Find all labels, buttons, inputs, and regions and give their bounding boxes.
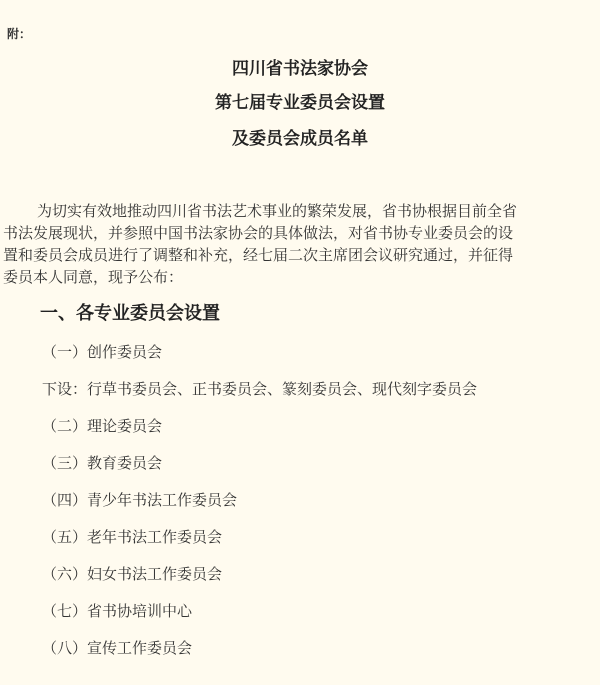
section-heading: 一、各专业委员会设置: [40, 303, 220, 324]
committee-list: [42, 340, 598, 673]
intro-line: 委员本人同意，现予公布：: [3, 268, 184, 286]
list-item: （六）妇女书法工作委员会: [42, 565, 223, 583]
list-item: （五）老年书法工作委员会: [42, 528, 223, 546]
list-item: （七）省书协培训中心: [42, 602, 193, 620]
list-item: （八）宣传工作委员会: [42, 639, 193, 657]
intro-line: 书法发展现状，并参照中国书法家协会的具体做法，对省书协专业委员会的设: [3, 224, 514, 242]
list-item: （三）教育委员会: [42, 454, 163, 472]
intro-line: 为切实有效地推动四川省书法艺术事业的繁荣发展，省书协根据目前全省: [37, 202, 518, 220]
title-line-2: 第七届专业委员会设置: [215, 93, 385, 113]
list-item-subcommittees: 下设：行草书委员会、正书委员会、篆刻委员会、现代刻字委员会: [42, 380, 478, 398]
list-item: （二）理论委员会: [42, 417, 163, 435]
intro-line: 置和委员会成员进行了调整和补充，经七届二次主席团会议研究通过，并征得: [3, 246, 514, 264]
title-line-3: 及委员会成员名单: [232, 129, 368, 149]
list-item: （四）青少年书法工作委员会: [42, 491, 238, 509]
intro-paragraph: [3, 200, 598, 288]
attachment-label: 附：: [7, 27, 32, 41]
list-item: （一）创作委员会: [42, 343, 163, 361]
title-line-1: 四川省书法家协会: [232, 59, 368, 79]
